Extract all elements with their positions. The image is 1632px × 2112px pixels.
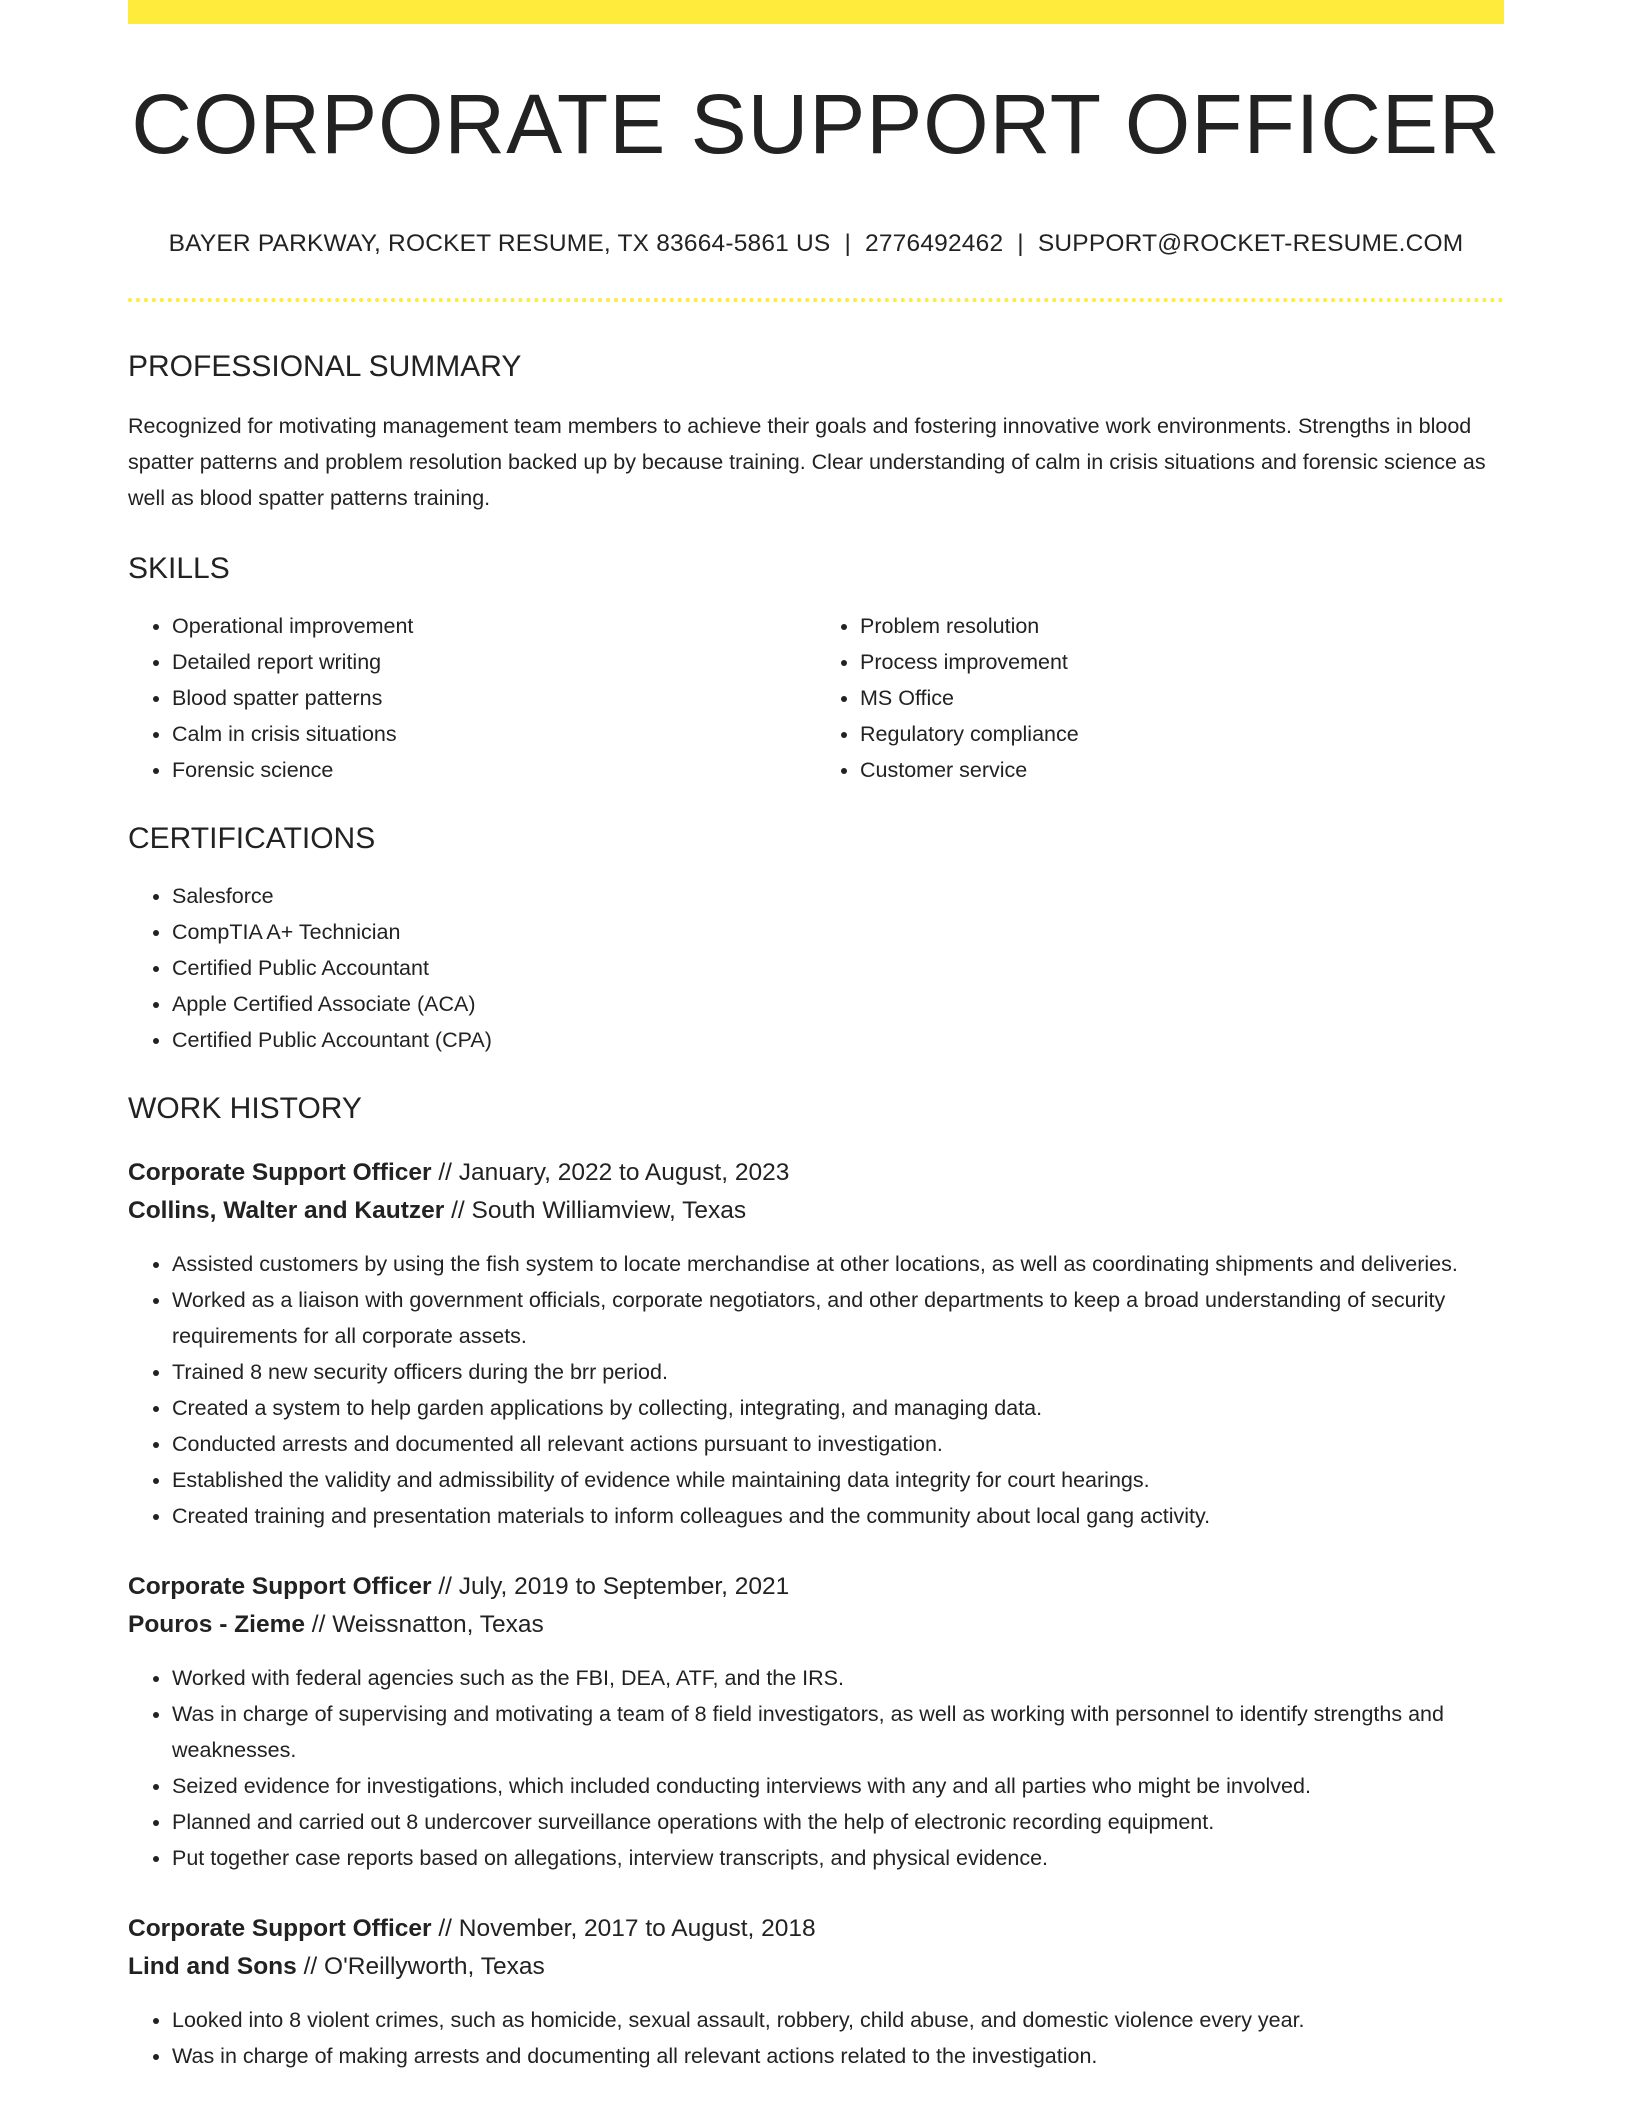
skills-column-1: [128, 608, 816, 788]
job-bullet: • Was in charge of making arrests and documenting all relevant actions related to the investigation.: [172, 2038, 1504, 2074]
job-role-line: [128, 1568, 1504, 1606]
job-separator: //: [431, 1573, 459, 1600]
job-separator: //: [296, 1953, 325, 1980]
skills-grid: [128, 608, 1504, 788]
job-role: Corporate Support Officer: [128, 1573, 432, 1600]
job-dates: November, 2017 to August, 2018: [458, 1915, 816, 1942]
job-bullets: [128, 1246, 1504, 1534]
job-entry: [128, 1568, 1504, 1876]
accent-bar: [128, 0, 1504, 24]
job-company: Pouros - Zieme: [128, 1611, 305, 1638]
skill-item: • Problem resolution: [860, 608, 1504, 644]
job-bullets: [128, 2002, 1504, 2074]
skill-item: • Calm in crisis situations: [172, 716, 816, 752]
job-role-line: [128, 1154, 1504, 1192]
skill-item: • Operational improvement: [172, 608, 816, 644]
skills-heading: SKILLS: [128, 552, 230, 585]
job-dates: January, 2022 to August, 2023: [458, 1159, 790, 1186]
job-bullet: • Planned and carried out 8 undercover surveillance operations with the help of electronic recording equipment.: [172, 1804, 1504, 1840]
certification-item: • Certified Public Accountant: [172, 950, 1504, 986]
skill-item: • Process improvement: [860, 644, 1504, 680]
job-company-line: [128, 1948, 1504, 1986]
job-bullet: • Seized evidence for investigations, which included conducting interviews with any and all parties who might be involved.: [172, 1768, 1504, 1804]
contact-address: BAYER PARKWAY, ROCKET RESUME, TX 83664-5861 US: [168, 230, 831, 257]
job-separator: //: [431, 1915, 459, 1942]
job-location: O'Reillyworth, Texas: [324, 1953, 545, 1980]
summary-text: Recognized for motivating management team members to achieve their goals and fostering innovative work environments. Strengths in blood spatter patterns and problem resolution backed up by because training. Clear understanding of calm in crisis situations and forensic science as well as blood spatter patterns training.: [128, 414, 1486, 510]
contact-line: [128, 230, 1504, 258]
job-bullet: • Was in charge of supervising and motivating a team of 8 field investigators, as well as working with personnel to identify strengths and weaknesses.: [172, 1696, 1504, 1768]
skill-item: • Forensic science: [172, 752, 816, 788]
contact-phone: 2776492462: [865, 230, 1004, 257]
work-history-heading: WORK HISTORY: [128, 1092, 362, 1125]
job-entry: [128, 1154, 1504, 1534]
job-bullet: • Conducted arrests and documented all relevant actions pursuant to investigation.: [172, 1426, 1504, 1462]
skill-item: • Blood spatter patterns: [172, 680, 816, 716]
job-dates: July, 2019 to September, 2021: [458, 1573, 790, 1600]
job-bullet: • Worked with federal agencies such as the FBI, DEA, ATF, and the IRS.: [172, 1660, 1504, 1696]
certification-item: • Certified Public Accountant (CPA): [172, 1022, 1504, 1058]
skill-item: • MS Office: [860, 680, 1504, 716]
job-company: Collins, Walter and Kautzer: [128, 1197, 445, 1224]
resume-name: CORPORATE SUPPORT OFFICER: [131, 77, 1501, 171]
job-location: Weissnatton, Texas: [332, 1611, 544, 1638]
job-bullet: • Created a system to help garden applications by collecting, integrating, and managing data.: [172, 1390, 1504, 1426]
job-bullet: • Established the validity and admissibility of evidence while maintaining data integrity for court hearings.: [172, 1462, 1504, 1498]
job-bullet: • Put together case reports based on allegations, interview transcripts, and physical evidence.: [172, 1840, 1504, 1876]
job-entry: [128, 1910, 1504, 2074]
skill-item: • Detailed report writing: [172, 644, 816, 680]
certification-item: • Apple Certified Associate (ACA): [172, 986, 1504, 1022]
summary-heading: PROFESSIONAL SUMMARY: [128, 350, 522, 383]
job-separator: //: [431, 1159, 459, 1186]
skills-column-2: [816, 608, 1504, 788]
certification-item: • CompTIA A+ Technician: [172, 914, 1504, 950]
job-bullet: • Assisted customers by using the fish system to locate merchandise at other locations, as well as coordinating shipments and deliveries.: [172, 1246, 1504, 1282]
job-separator: //: [444, 1197, 472, 1224]
job-role: Corporate Support Officer: [128, 1159, 432, 1186]
dotted-divider: [128, 298, 1504, 302]
contact-separator: |: [844, 230, 852, 257]
job-bullet: • Looked into 8 violent crimes, such as homicide, sexual assault, robbery, child abuse, and domestic violence every year.: [172, 2002, 1504, 2038]
contact-email: SUPPORT@ROCKET-RESUME.COM: [1037, 230, 1464, 257]
certifications-heading: CERTIFICATIONS: [128, 822, 376, 855]
job-bullet: • Worked as a liaison with government officials, corporate negotiators, and other departments to keep a broad understanding of security requirements for all corporate assets.: [172, 1282, 1504, 1354]
certification-item: • Salesforce: [172, 878, 1504, 914]
job-company: Lind and Sons: [128, 1953, 297, 1980]
certifications-list: [128, 878, 1504, 1058]
job-company-line: [128, 1192, 1504, 1230]
job-role: Corporate Support Officer: [128, 1915, 432, 1942]
job-role-line: [128, 1910, 1504, 1948]
skill-item: • Regulatory compliance: [860, 716, 1504, 752]
job-bullet: • Created training and presentation materials to inform colleagues and the community about local gang activity.: [172, 1498, 1504, 1534]
contact-separator: |: [1017, 230, 1024, 257]
skill-item: • Customer service: [860, 752, 1504, 788]
job-bullet: • Trained 8 new security officers during the brr period.: [172, 1354, 1504, 1390]
job-location: South Williamview, Texas: [471, 1197, 747, 1224]
job-bullets: [128, 1660, 1504, 1876]
job-company-line: [128, 1606, 1504, 1644]
job-separator: //: [304, 1611, 333, 1638]
resume-page: [128, 0, 1504, 2074]
